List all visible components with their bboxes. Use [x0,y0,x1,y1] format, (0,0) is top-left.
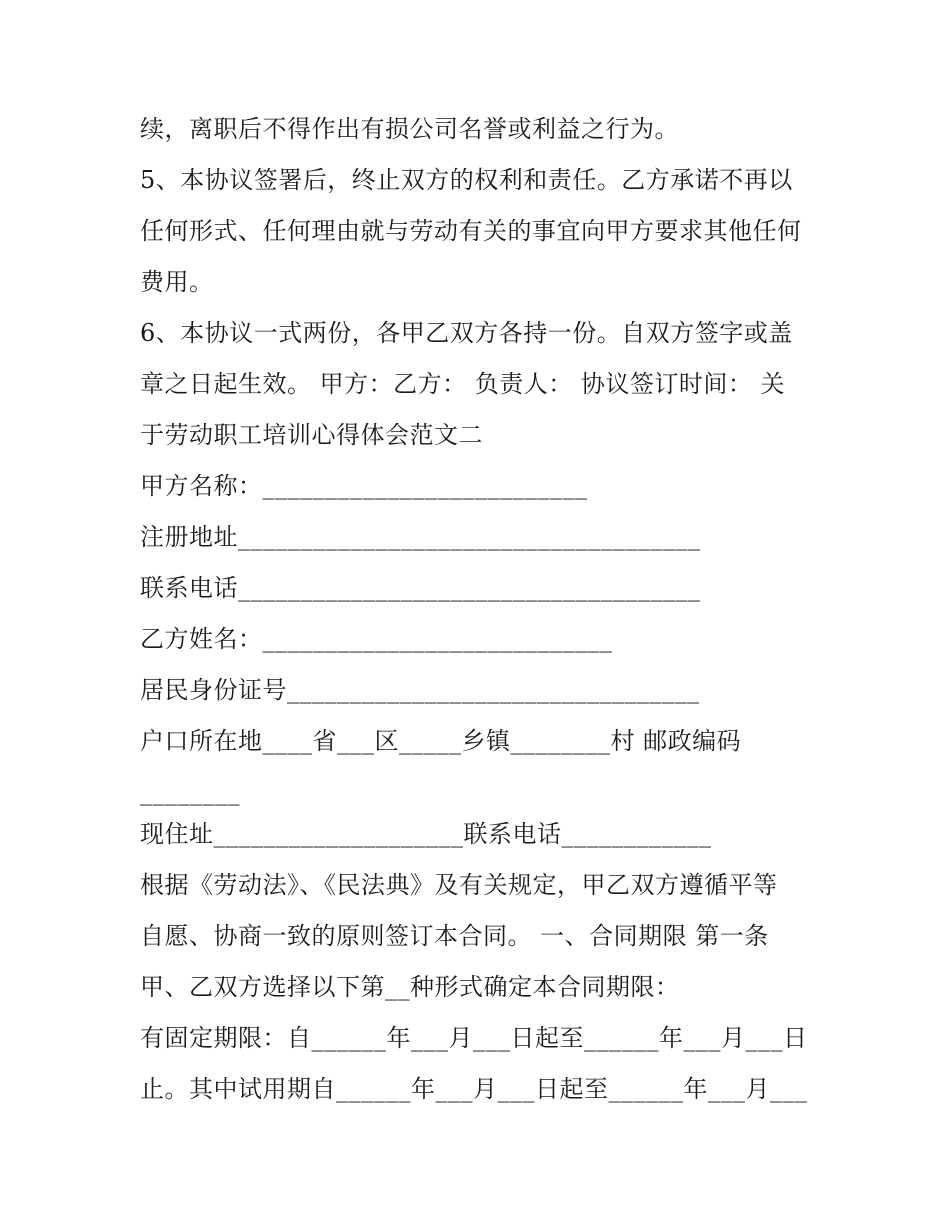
text-line-content: 联系电话_____________________________________ [140,574,701,602]
text-line [140,318,840,348]
text-line-content: 有固定期限：自______年___月___日起至______年___月___日 [140,1024,808,1052]
text-line-content: 乙方姓名：____________________________ [140,625,613,653]
text-line [140,819,840,849]
text-line [140,216,840,246]
text-line-content: 任何形式、任何理由就与劳动有关的事宜向甲方要求其他任何 [140,217,802,245]
text-line [140,1023,840,1053]
text-line [140,870,840,900]
text-line-content: 注册地址_____________________________________ [140,523,701,551]
text-line [140,777,840,807]
text-line-content: 章之日起生效。 甲方：乙方： 负责人： 协议签订时间： 关 [140,370,786,398]
text-line-content: 费用。 [140,268,214,296]
text-line-content: 于劳动职工培训心得体会范文二 [140,421,483,449]
text-line-content: 户口所在地____省___区_____乡镇________村 邮政编码 [140,727,742,755]
text-line-content: 根据《劳动法》、《民法典》及有关规定，甲乙双方遵循平等 [140,871,778,899]
text-line-content: 自愿、协商一致的原则签订本合同。 一、合同期限 第一条 [140,922,769,950]
text-line [140,369,840,399]
text-line-content: ________ [140,778,240,806]
text-line [140,114,840,144]
text-line [140,471,840,501]
text-line [140,972,840,1002]
text-line [140,624,840,654]
text-line-content: 续，离职后不得作出有损公司名誉或利益之行为。 [140,115,679,143]
text-line-content: 5、本协议签署后，终止双方的权利和责任。乙方承诺不再以 [140,166,793,194]
text-line [140,1074,840,1104]
text-line-content: 止。其中试用期自______年___月___日起至______年___月___ [140,1075,808,1103]
text-line [140,921,840,951]
text-line-content: 6、本协议一式两份，各甲乙双方各持一份。自双方签字或盖 [140,319,793,347]
text-line [140,165,840,195]
text-line-content: 居民身份证号_________________________________ [140,676,700,704]
text-line-content: 甲、乙双方选择以下第__种形式确定本合同期限： [140,973,680,1001]
text-line-content: 甲方名称：__________________________ [140,472,588,500]
text-line [140,726,840,756]
text-line [140,267,840,297]
text-line [140,420,840,450]
text-line-content: 现住址____________________联系电话____________ [140,820,712,848]
text-line [140,573,840,603]
text-line [140,522,840,552]
text-line [140,675,840,705]
